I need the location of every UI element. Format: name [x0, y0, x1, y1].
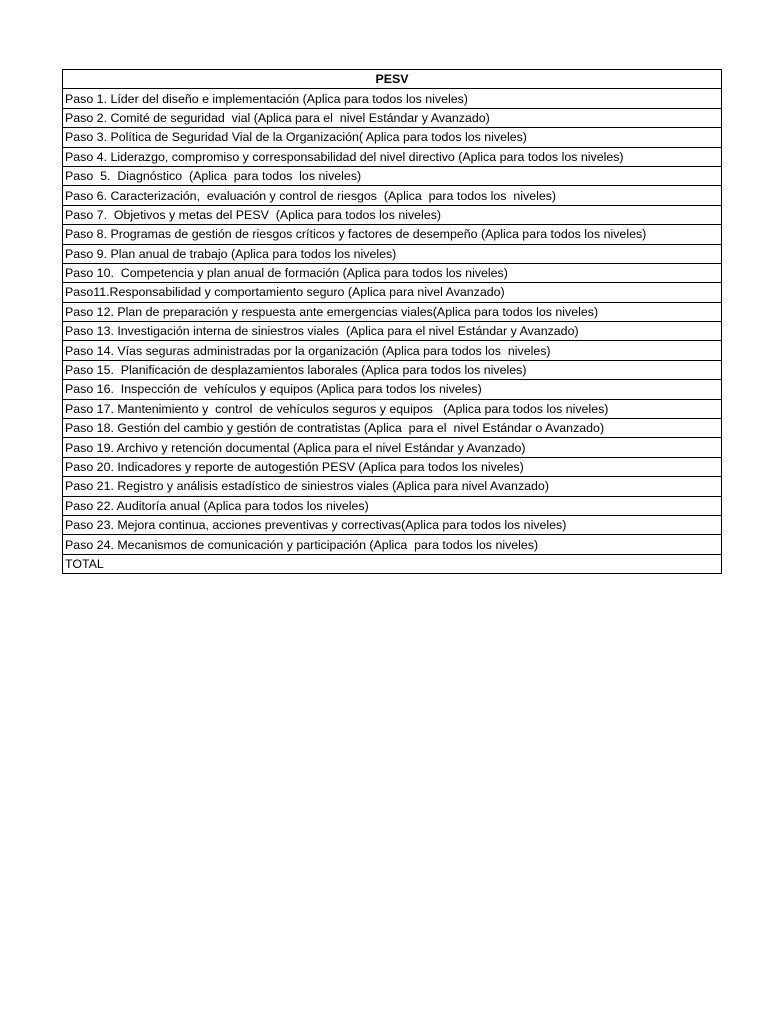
pesv-sheet — [62, 69, 722, 574]
table-row — [63, 457, 722, 476]
table-row — [63, 438, 722, 457]
table-row — [63, 244, 722, 263]
table-total-cell[interactable]: TOTAL — [63, 554, 722, 573]
table-row — [63, 515, 722, 534]
table-row — [63, 147, 722, 166]
table-cell[interactable]: Paso 18. Gestión del cambio y gestión de contratistas (Aplica para el nivel Estándar o Avanzado) — [63, 419, 722, 438]
table-cell[interactable]: Paso 5. Diagnóstico (Aplica para todos los niveles) — [63, 166, 722, 185]
table-row — [63, 263, 722, 282]
table-cell[interactable]: Paso 19. Archivo y retención documental (Aplica para el nivel Estándar y Avanzado) — [63, 438, 722, 457]
table-cell[interactable]: Paso 22. Auditoría anual (Aplica para todos los niveles) — [63, 496, 722, 515]
table-row — [63, 108, 722, 127]
table-cell[interactable]: Paso 17. Mantenimiento y control de vehículos seguros y equipos (Aplica para todos los niveles) — [63, 399, 722, 418]
table-cell[interactable]: Paso 3. Política de Seguridad Vial de la Organización( Aplica para todos los niveles) — [63, 128, 722, 147]
table-cell[interactable]: Paso 21. Registro y análisis estadístico de siniestros viales (Aplica para nivel Avanzado) — [63, 477, 722, 496]
table-row — [63, 535, 722, 554]
table-row — [63, 166, 722, 185]
table-row — [63, 283, 722, 302]
table-cell[interactable]: Paso 24. Mecanismos de comunicación y participación (Aplica para todos los niveles) — [63, 535, 722, 554]
table-cell[interactable]: Paso 10. Competencia y plan anual de formación (Aplica para todos los niveles) — [63, 263, 722, 282]
table-row — [63, 399, 722, 418]
pesv-table — [62, 69, 722, 574]
table-row — [63, 360, 722, 379]
table-row — [63, 205, 722, 224]
table-row — [63, 128, 722, 147]
table-row — [63, 419, 722, 438]
table-cell[interactable]: Paso 8. Programas de gestión de riesgos críticos y factores de desempeño (Aplica para todos los niveles) — [63, 225, 722, 244]
table-cell[interactable]: Paso 13. Investigación interna de siniestros viales (Aplica para el nivel Estándar y Avanzado) — [63, 322, 722, 341]
table-row — [63, 380, 722, 399]
table-row — [63, 225, 722, 244]
table-row — [63, 322, 722, 341]
table-cell[interactable]: Paso 20. Indicadores y reporte de autogestión PESV (Aplica para todos los niveles) — [63, 457, 722, 476]
table-cell[interactable]: Paso 6. Caracterización, evaluación y control de riesgos (Aplica para todos los niveles) — [63, 186, 722, 205]
table-cell[interactable]: Paso 1. Líder del diseño e implementación (Aplica para todos los niveles) — [63, 89, 722, 108]
table-total-row — [63, 554, 722, 573]
table-row — [63, 341, 722, 360]
table-cell[interactable]: Paso 14. Vías seguras administradas por la organización (Aplica para todos los niveles) — [63, 341, 722, 360]
table-cell[interactable]: Paso 15. Planificación de desplazamientos laborales (Aplica para todos los niveles) — [63, 360, 722, 379]
table-cell[interactable]: Paso 7. Objetivos y metas del PESV (Aplica para todos los niveles) — [63, 205, 722, 224]
table-cell[interactable]: Paso 2. Comité de seguridad vial (Aplica para el nivel Estándar y Avanzado) — [63, 108, 722, 127]
table-row — [63, 477, 722, 496]
table-row — [63, 186, 722, 205]
table-row — [63, 496, 722, 515]
table-cell[interactable]: Paso11.Responsabilidad y comportamiento seguro (Aplica para nivel Avanzado) — [63, 283, 722, 302]
table-cell[interactable]: Paso 23. Mejora continua, acciones preventivas y correctivas(Aplica para todos los niveles) — [63, 515, 722, 534]
table-cell[interactable]: Paso 16. Inspección de vehículos y equipos (Aplica para todos los niveles) — [63, 380, 722, 399]
table-cell[interactable]: Paso 4. Liderazgo, compromiso y corresponsabilidad del nivel directivo (Aplica para todos los niveles) — [63, 147, 722, 166]
table-header-row — [63, 70, 722, 89]
table-row — [63, 89, 722, 108]
table-header-cell[interactable]: PESV — [63, 70, 722, 89]
table-cell[interactable]: Paso 12. Plan de preparación y respuesta ante emergencias viales(Aplica para todos los niveles) — [63, 302, 722, 321]
table-row — [63, 302, 722, 321]
table-cell[interactable]: Paso 9. Plan anual de trabajo (Aplica para todos los niveles) — [63, 244, 722, 263]
